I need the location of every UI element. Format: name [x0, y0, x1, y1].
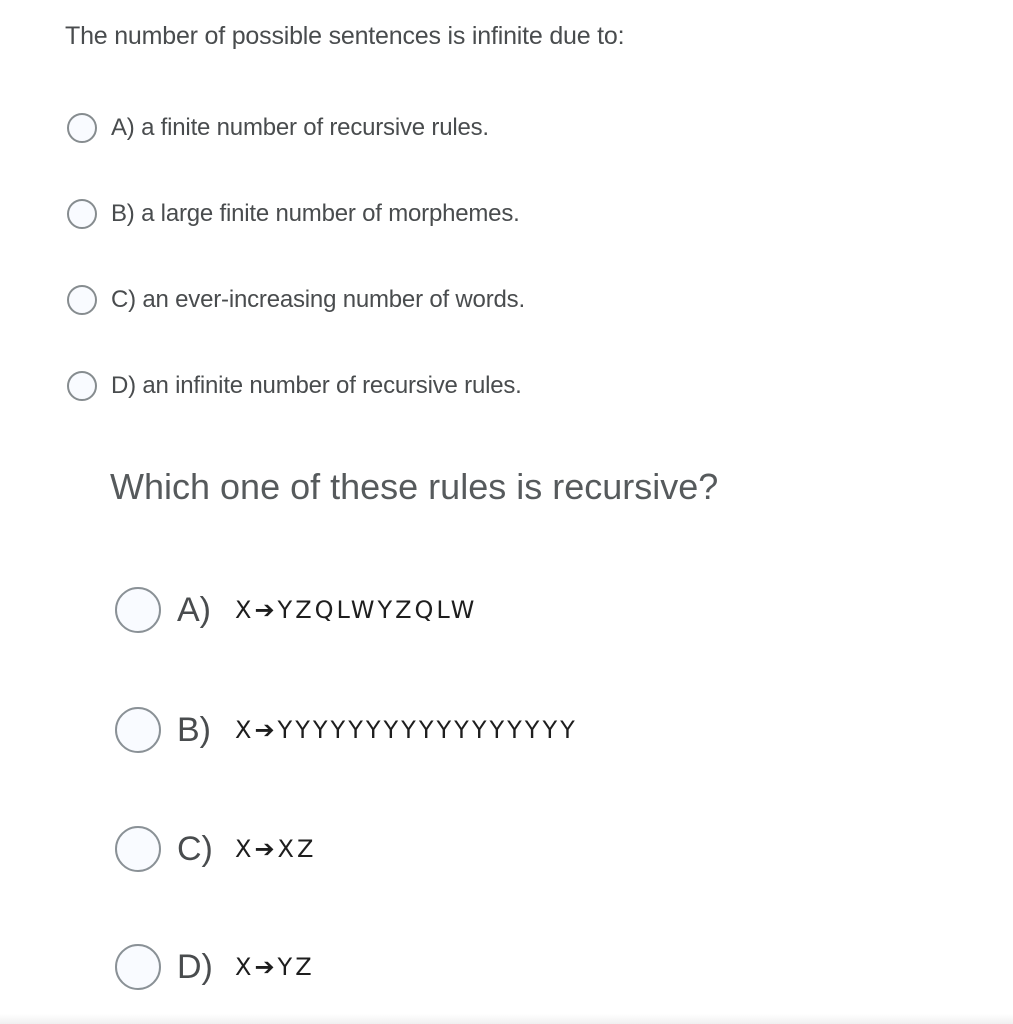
option-label: A) a finite number of recursive rules.: [111, 114, 489, 141]
radio-button[interactable]: [67, 113, 97, 143]
option-rule: X➔YZ: [235, 953, 315, 981]
option-rule: X➔XZ: [235, 835, 317, 863]
radio-button[interactable]: [115, 587, 161, 633]
option-label: B) a large finite number of morphemes.: [111, 200, 520, 227]
radio-button[interactable]: [115, 944, 161, 990]
option-letter: B): [177, 710, 211, 749]
radio-button[interactable]: [115, 707, 161, 753]
option-rule: X➔YZQLWYZQLW: [235, 596, 478, 624]
question-1-option-a[interactable]: [67, 113, 489, 143]
question-1-option-c[interactable]: [67, 285, 525, 315]
question-1-title: The number of possible sentences is infinite due to:: [65, 22, 625, 50]
question-1-option-d[interactable]: [67, 371, 522, 401]
radio-button[interactable]: [67, 371, 97, 401]
question-2-option-d[interactable]: [115, 944, 315, 990]
radio-button[interactable]: [67, 199, 97, 229]
question-1-option-b[interactable]: [67, 199, 520, 229]
option-label: C) an ever-increasing number of words.: [111, 286, 525, 313]
question-2-option-a[interactable]: [115, 587, 477, 633]
radio-button[interactable]: [67, 285, 97, 315]
question-2-title: Which one of these rules is recursive?: [110, 466, 719, 507]
question-2-option-b[interactable]: [115, 707, 578, 753]
option-letter: D): [177, 947, 213, 986]
question-2-option-c[interactable]: [115, 826, 316, 872]
option-label: D) an infinite number of recursive rules.: [111, 372, 522, 399]
page-bottom-edge: [0, 1014, 1013, 1024]
option-letter: C): [177, 829, 213, 868]
option-rule: X➔YYYYYYYYYYYYYYYYY: [235, 716, 578, 744]
option-letter: A): [177, 590, 211, 629]
radio-button[interactable]: [115, 826, 161, 872]
